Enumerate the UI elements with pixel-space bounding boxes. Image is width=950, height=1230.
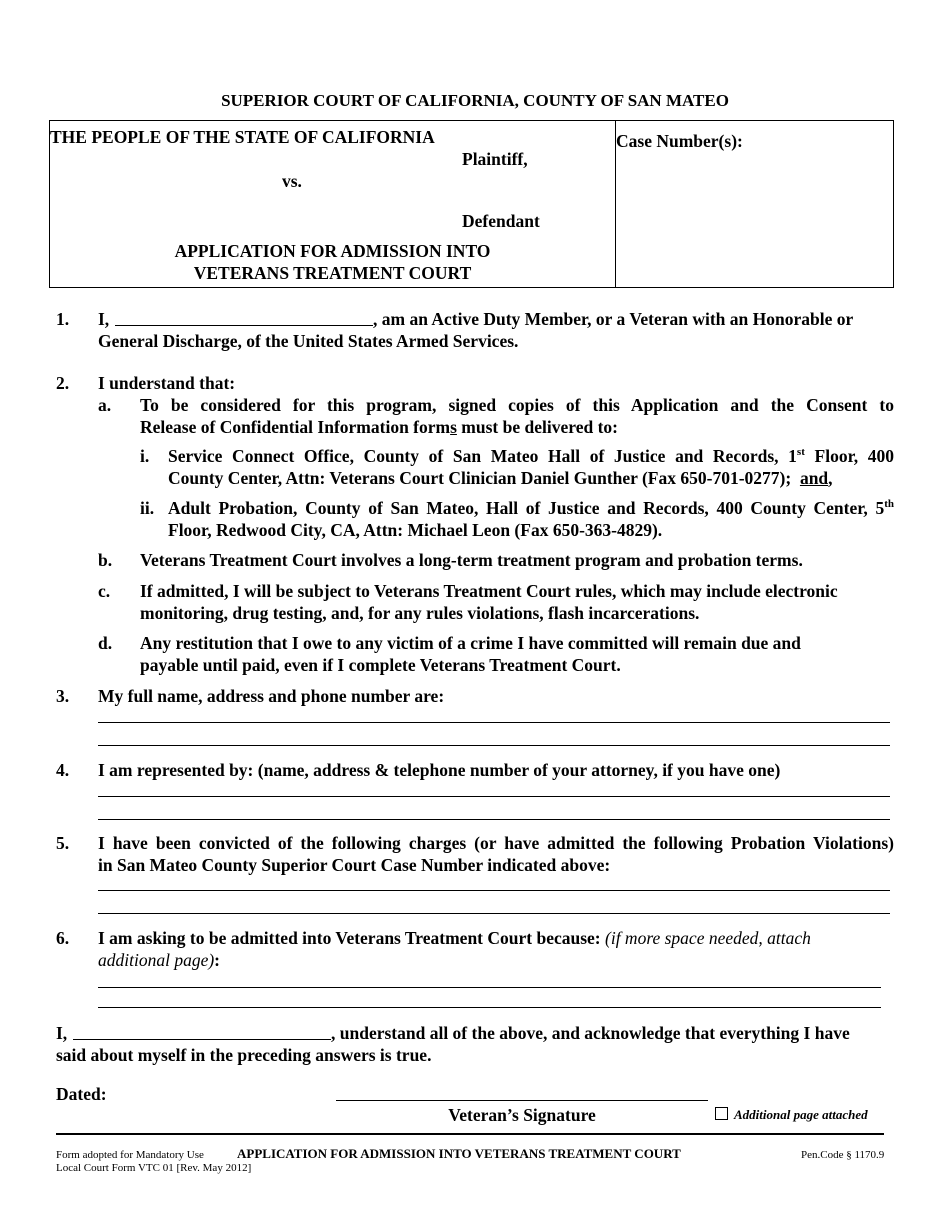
item2a-label: a. [98,395,112,415]
item1-line1: , am an Active Duty Member, or a Veteran with an Honorable or [373,309,854,329]
item2a-line1: To be considered for this program, signed copies of this Application and the Consent to [140,395,894,415]
item2d-text [140,632,894,676]
item1-prefix: I, [98,309,110,329]
application-title-line2: VETERANS TREATMENT COURT [193,263,472,283]
footer-rule [56,1133,884,1135]
item2i-text [168,445,894,489]
item1-line2: General Discharge, of the United States Armed Services. [98,331,519,351]
item2d-line2: payable until paid, even if I complete Veterans Treatment Court. [140,655,621,675]
acknowledgement [56,1022,896,1066]
dated-label: Dated: [56,1084,107,1104]
footer-left [56,1149,251,1175]
ack-prefix: I, [56,1023,68,1043]
footer-title: APPLICATION FOR ADMISSION INTO VETERANS TREATMENT COURT [237,1146,681,1161]
footer-mandatory: Form adopted for Mandatory Use [56,1149,204,1161]
item2a-line2: Release of Confidential Information forms must be delivered to: [140,417,618,437]
item5-answer-line-1[interactable] [98,890,890,891]
additional-page-option [715,1107,868,1123]
item5-line2: in San Mateo County Superior Court Case Number indicated above: [98,855,611,875]
item6-number: 6. [56,928,70,948]
item3-number: 3. [56,686,70,706]
item1-number: 1. [56,309,70,329]
item6-answer-line-2[interactable] [98,1007,881,1008]
footer-pen-code: Pen.Code § 1170.9 [801,1149,885,1161]
item5-line1: I have been convicted of the following charges (or have admitted the following Probation Violations) [98,833,894,853]
item3-answer-line-2[interactable] [98,745,890,746]
item2b-text: Veterans Treatment Court involves a long-term treatment program and probation terms. [140,550,803,570]
item2ii-text [168,497,894,541]
item2ii-line2: Floor, Redwood City, CA, Attn: Michael Leon (Fax 650-363-4829). [168,520,663,540]
caption-box [49,120,894,288]
item2c-label: c. [98,581,111,601]
item2c-text [140,580,894,624]
item2c-line1: If admitted, I will be subject to Veterans Treatment Court rules, which may include electronic [140,581,838,601]
ack-line1: , understand all of the above, and acknowledge that everything I have [331,1023,850,1043]
item5-number: 5. [56,833,70,853]
item6-text: I am asking to be admitted into Veterans Treatment Court because: (if more space needed, attach additional page): [98,928,811,970]
additional-page-checkbox[interactable] [715,1107,728,1120]
item2i-label: i. [140,446,150,466]
item2a-text [140,394,894,438]
court-title: SUPERIOR COURT OF CALIFORNIA, COUNTY OF SAN MATEO [221,91,729,110]
item3-text: My full name, address and phone number are: [98,686,445,706]
item2d-label: d. [98,633,113,653]
footer-form-number: Local Court Form VTC 01 [Rev. May 2012] [56,1162,252,1174]
item2d-line1: Any restitution that I owe to any victim of a crime I have committed will remain due and [140,633,801,653]
ack-line2: said about myself in the preceding answers is true. [56,1045,432,1065]
item6-answer-line-1[interactable] [98,987,881,988]
defendant-label: Defendant [462,211,540,231]
case-number-label: Case Number(s): [616,131,743,151]
item1-text [98,308,894,352]
vs-label: vs. [282,171,302,191]
item2-intro: I understand that: [98,373,236,393]
application-title-line1: APPLICATION FOR ADMISSION INTO [174,241,491,261]
plaintiff-label: Plaintiff, [462,149,528,169]
item2b-label: b. [98,550,113,570]
item1-name-field[interactable] [115,325,373,326]
people-label: THE PEOPLE OF THE STATE OF CALIFORNIA [50,127,435,147]
item5-answer-line-2[interactable] [98,913,890,914]
item4-number: 4. [56,760,70,780]
item4-text: I am represented by: (name, address & telephone number of your attorney, if you have one) [98,760,781,780]
application-title [50,240,615,284]
item4-answer-line-2[interactable] [98,819,890,820]
item4-answer-line-1[interactable] [98,796,890,797]
item3-answer-line-1[interactable] [98,722,890,723]
item2ii-label: ii. [140,498,155,518]
item2ii-line1: Adult Probation, County of San Mateo, Hall of Justice and Records, 400 County Center, 5th [168,498,894,518]
signature-line[interactable] [336,1100,708,1101]
item2i-line1: Service Connect Office, County of San Mateo Hall of Justice and Records, 1st Floor, 400 [168,446,894,466]
additional-page-label: Additional page attached [734,1107,868,1122]
signature-label: Veteran’s Signature [448,1105,596,1125]
item2c-line2: monitoring, drug testing, and, for any rules violations, flash incarcerations. [140,603,700,623]
item2i-line2: County Center, Attn: Veterans Court Clinician Daniel Gunther (Fax 650-701-0277); and, [168,468,833,488]
item5-text [98,832,894,876]
ack-name-field[interactable] [73,1039,331,1040]
item2-number: 2. [56,373,70,393]
